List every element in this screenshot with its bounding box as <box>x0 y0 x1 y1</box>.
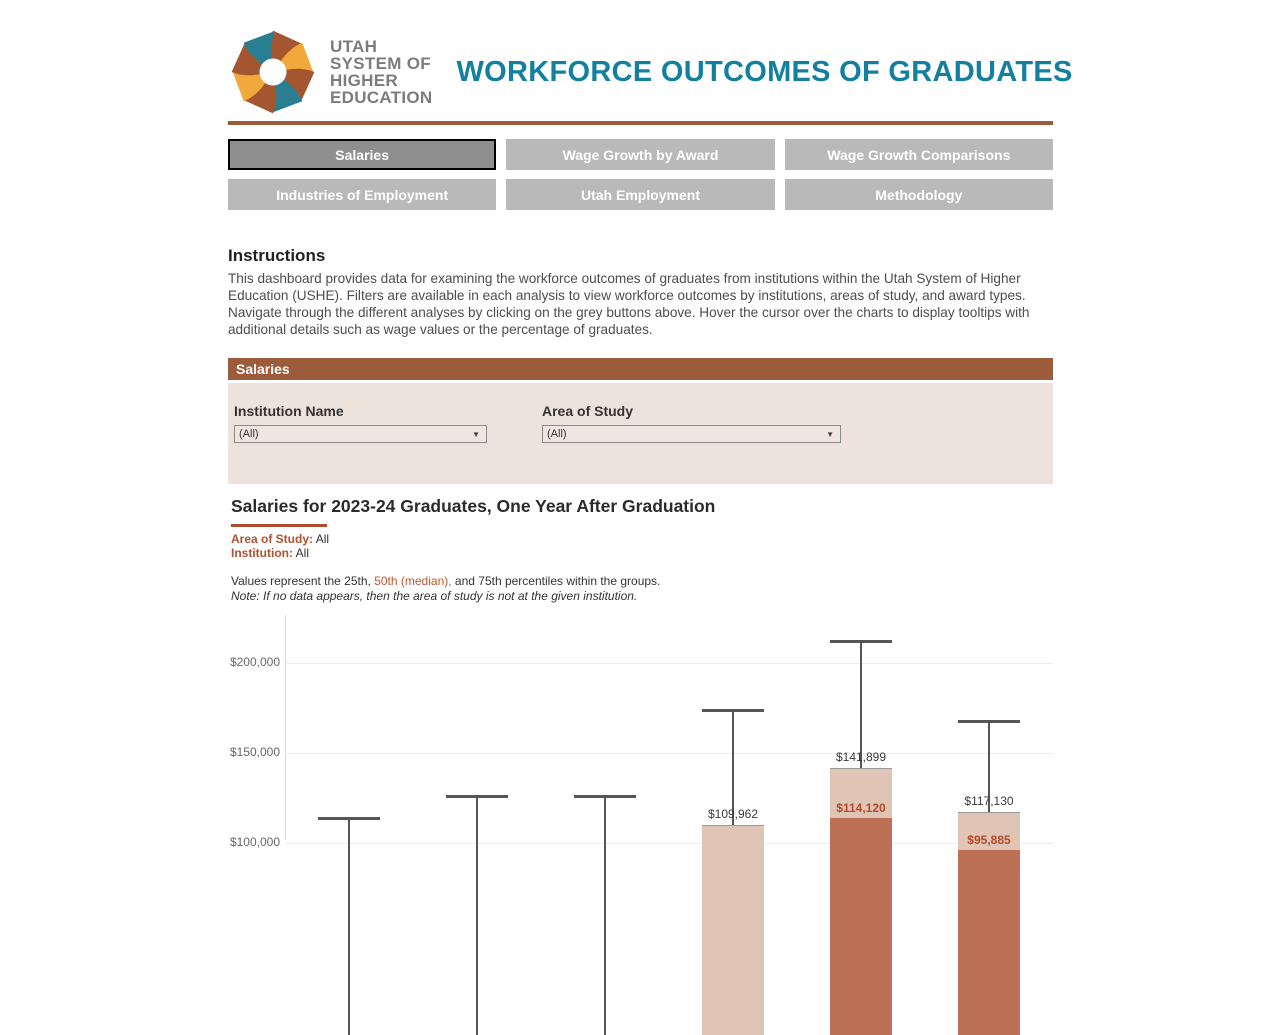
y-tick-label: $200,000 <box>229 655 280 669</box>
whisker-cap <box>830 640 892 643</box>
bar-median-label: $95,885 <box>967 833 1011 848</box>
y-tick-label: $100,000 <box>229 835 280 849</box>
ushe-logo-text: UTAH SYSTEM OF HIGHER EDUCATION <box>330 37 433 107</box>
bar-median-label: $114,120 <box>836 800 886 815</box>
chart-header <box>231 496 1053 603</box>
institution-name-value: (All) <box>239 428 259 440</box>
chart-bar-below-median[interactable] <box>958 850 1020 1035</box>
bar-75th-label: $141,899 <box>835 749 887 764</box>
filter-panel <box>228 383 1053 484</box>
page-title: WORKFORCE OUTCOMES OF GRADUATES <box>456 55 1073 88</box>
y-axis-line <box>285 615 286 840</box>
salaries-chart <box>228 615 1053 849</box>
nav-tab-industries-of-employment[interactable]: Industries of Employment <box>228 179 496 210</box>
chart-note: Note: If no data appears, then the area of study is not at the given institution. <box>231 589 638 603</box>
instructions-section <box>228 246 1053 339</box>
nav-tab-wage-growth-comparisons[interactable]: Wage Growth Comparisons <box>785 139 1053 170</box>
nav-tab-methodology[interactable]: Methodology <box>785 179 1053 210</box>
percentile-description: Values represent the 25th, 50th (median), and 75th percentiles within the groups. <box>231 574 661 588</box>
ushe-logo-icon <box>228 27 318 117</box>
institution-name-dropdown[interactable] <box>234 425 487 443</box>
institution-name-filter <box>234 403 487 443</box>
area-of-study-meta: Area of Study: All <box>231 532 330 546</box>
chart-title: Salaries for 2023-24 Graduates, One Year After Graduation <box>231 496 716 516</box>
area-of-study-value: (All) <box>547 428 567 440</box>
chevron-down-icon: ▼ <box>826 430 834 439</box>
area-of-study-dropdown[interactable] <box>542 425 841 443</box>
area-of-study-label: Area of Study <box>542 403 634 419</box>
whisker-cap <box>318 817 380 820</box>
area-of-study-filter <box>542 403 841 443</box>
salaries-section-header: Salaries <box>228 358 1053 380</box>
header-divider <box>228 121 1053 125</box>
nav-tab-salaries[interactable]: Salaries <box>228 139 496 170</box>
chevron-down-icon: ▼ <box>472 430 480 439</box>
whisker-cap <box>574 795 636 798</box>
chart-title-underline <box>231 524 327 527</box>
y-tick-label: $150,000 <box>229 745 280 759</box>
whisker-cap <box>958 720 1020 723</box>
nav-tab-utah-employment[interactable]: Utah Employment <box>506 179 774 210</box>
nav-tab-wage-growth-by-award[interactable]: Wage Growth by Award <box>506 139 774 170</box>
chart-bar-below-median[interactable] <box>830 818 892 1035</box>
y-gridline <box>285 663 1053 664</box>
nav-buttons <box>228 139 1053 210</box>
instructions-body: This dashboard provides data for examining the workforce outcomes of graduates from institutions within the Utah System of Higher Education (USHE). Filters are available in each analysis to view workforce outcomes by institutions, areas of study, and award types. Navigate through the different analyses by clicking on the grey buttons above. Hover the cursor over the charts to display tooltips with additional details such as wage values or the percentage of graduates. <box>228 271 1030 337</box>
whisker-line <box>476 796 478 1035</box>
bar-75th-label: $109,962 <box>707 807 759 822</box>
instructions-heading: Instructions <box>228 246 326 265</box>
institution-name-label: Institution Name <box>234 403 344 419</box>
header <box>228 27 1073 117</box>
whisker-cap <box>702 709 764 712</box>
bar-75th-label: $117,130 <box>964 794 1014 809</box>
y-gridline <box>285 753 1053 754</box>
whisker-line <box>604 796 606 1035</box>
dashboard-content <box>228 0 1073 849</box>
chart-bar-75th[interactable] <box>702 825 764 1035</box>
whisker-cap <box>446 795 508 798</box>
institution-meta: Institution: All <box>231 546 309 560</box>
whisker-line <box>348 818 350 1035</box>
